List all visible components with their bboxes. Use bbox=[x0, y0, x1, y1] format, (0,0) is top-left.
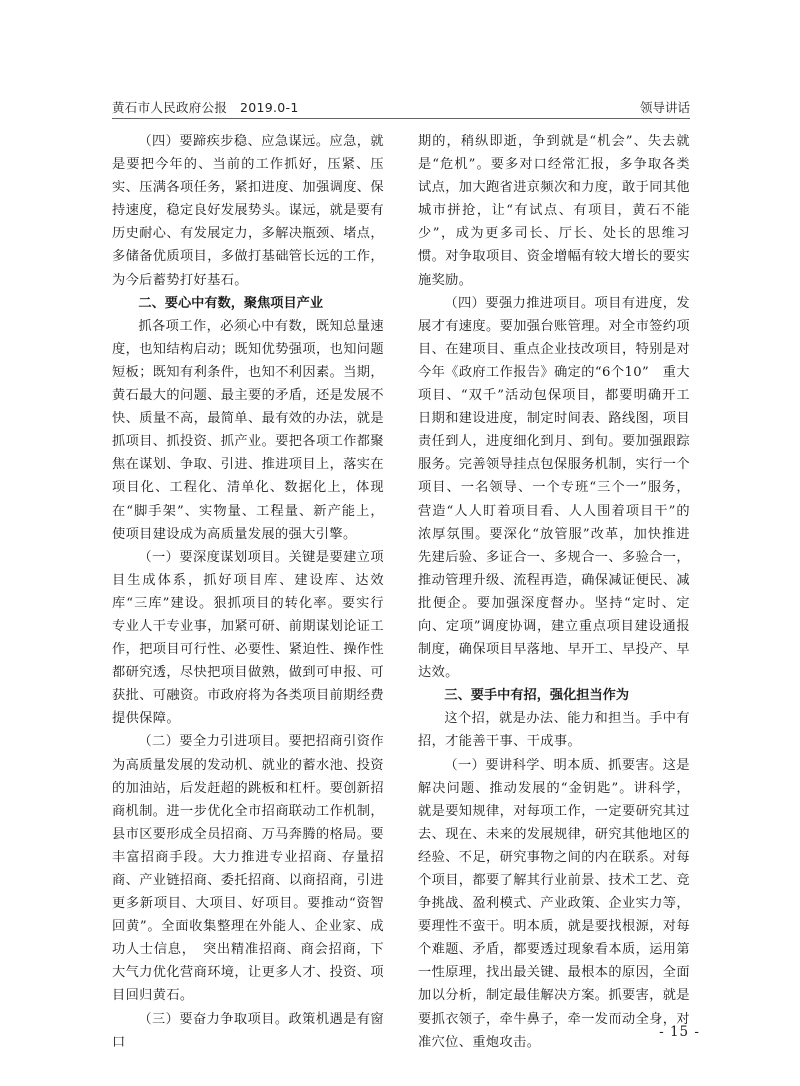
paragraph: （一）要深度谋划项目。关键是要建立项目生成体系，抓好项目库、建设库、达效库“三库”建设。狠抓项目的转化率。要实行专业人干专业事，加紧可研、前期谋划论证工作，把项目可行性、必要性、紧迫性、操作性都研究透，尽快把项目做熟，做到可申报、可获批、可融资。市政府将为各类项目前期经费提供保障。 bbox=[112, 549, 384, 727]
paragraph: （一）要讲科学、明本质、抓要害。这是解决问题、推动发展的“金钥匙”。讲科学，就是要知规律，对每项工作，一定要研究其过去、现在、未来的发展规律，研究其他地区的经验、不足，研究事物之间的内在联系。对每个项目，都要了解其行业前景、技术工艺、竞争挑战、盈利模式、产业政策、企业实力等，要理性不蛮干。明本质，就是要找根源，对每个难题、矛盾，都要透过现象看本质，运用第一性原理，找出最关键、最根本的原因，全面加以分析，制定最佳解决方案。抓要害，就是要抓衣领子，牵牛鼻子，牵一发而动全身，对准穴位、重炮攻击。 bbox=[418, 757, 690, 1050]
header-divider bbox=[112, 118, 690, 119]
paragraph: （二）要全力引进项目。要把招商引资作为高质量发展的发动机、就业的蓄水池、投资的加油站，后发赶超的跳板和杠杆。要创新招商机制。进一步优化全市招商联动工作机制，县市区要形成全员招商、万马奔腾的格局。要丰富招商手段。大力推进专业招商、存量招商、产业链招商、委托招商、以商招商，引进更多新项目、大项目、好项目。要推动“资智回黄”。全面收集整理在外能人、企业家、成功人士信息， 突出精准招商、商会招商，下大气力优化营商环境，让更多人才、投资、项目回归黄石。 bbox=[112, 734, 384, 1004]
paragraph: 抓各项工作，必须心中有数，既知总量速度，也知结构启动；既知优势强项，也知问题短板；既知有利条件，也知不利因素。当期，黄石最大的问题、最主要的矛盾，还是发展不快、质量不高，最简单、最有效的办法，就是抓项目、抓投资、抓产业。要把各项工作都聚焦在谋划、争取、引进、推进项目上，落实在项目化、工程化、清单化、数据化上，体现在“脚手架”、实物量、工程量、新产能上，使项目建设成为高质量发展的强大引擎。 bbox=[112, 318, 384, 542]
paragraph: 这个招，就是办法、能力和担当。手中有招，才能善干事、干成事。 bbox=[418, 711, 690, 750]
paragraph: （三）要奋力争取项目。政策机遇是有窗口 bbox=[112, 1011, 384, 1050]
publication-title: 黄石市人民政府公报 2019.0-1 bbox=[112, 100, 299, 115]
section-heading: 三、要手中有招，强化担当作为 bbox=[444, 688, 630, 704]
paragraph-continuation: 期的，稍纵即逝，争到就是“机会”、失去就是“危机”。要多对口经常汇报，多争取各类试点，加大跑省进京频次和力度，敢于同其他城市拼抢，让“有试点、有项目，黄石不能少”，成为更多司长、厅长、处长的思维习惯。对争取项目、资金增幅有较大增长的要实施奖励。 bbox=[418, 134, 690, 288]
left-column bbox=[112, 130, 384, 1050]
paragraph: （四）要蹄疾步稳、应急谋远。应急，就是要把今年的、当前的工作抓好，压紧、压实、压满各项任务，紧扣进度、加强调度、保持速度，稳定良好发展势头。谋远，就是要有历史耐心、有发展定力，多解决瓶颈、堵点，多储备优质项目，多做打基础管长远的工作，为今后蓄势打好基石。 bbox=[112, 134, 384, 288]
page-number: - 15 - bbox=[659, 1024, 700, 1040]
section-heading: 二、要心中有数，聚焦项目产业 bbox=[138, 295, 324, 311]
section-label: 领导讲话 bbox=[640, 100, 691, 115]
paragraph: （四）要强力推进项目。项目有进度，发展才有速度。要加强台账管理。对全市签约项目、在建项目、重点企业技改项目，特别是对今年《政府工作报告》确定的“6个10” 重大项目、“双千”活动包保项目，都要明确开工日期和建设进度，制定时间表、路线图，项目责任到人，进度细化到月、到旬。要加强跟踪服务。完善领导挂点包保服务机制，实行一个项目、一名领导、一个专班“三个一”服务，营造“人人盯着项目看、人人围着项目干”的浓厚氛围。要深化“放管服”改革，加快推进先建后验、多证合一、多规合一、多验合一，推动管理升级、流程再造，确保减证便民、减批便企。要加强深度督办。坚持“定时、定向、定项”调度协调，建立重点项目建设通报制度，确保项目早落地、早开工、早投产、早达效。 bbox=[418, 295, 690, 681]
